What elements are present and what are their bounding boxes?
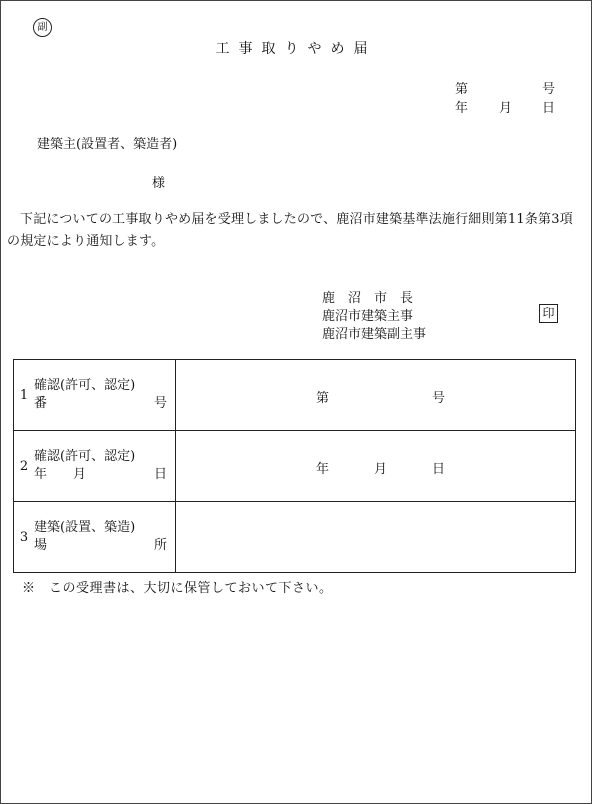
label-top: 確認(許可、認定): [34, 449, 136, 464]
date-day-label: 日: [542, 101, 556, 116]
number-prefix: 第: [455, 82, 469, 97]
addressee-label: 建築主(設置者、築造者): [37, 137, 178, 152]
label-bottom-right: 日: [153, 467, 167, 482]
date-month-label: 月: [499, 101, 513, 116]
value-month: 月: [374, 462, 388, 477]
table-row: [14, 431, 576, 502]
label-top: 確認(許可、認定): [34, 378, 136, 393]
number-suffix: 号: [542, 82, 556, 97]
label-bottom-left: 番: [34, 396, 48, 411]
issuer-mayor: 鹿 沼 市 長: [322, 291, 414, 306]
row-label: [34, 502, 176, 573]
confirmation-date-value[interactable]: [176, 431, 576, 502]
row-number: 1: [14, 360, 35, 431]
issuer-building-official: 鹿沼市建築主事: [322, 309, 414, 324]
label-top: 建築(設置、築造): [34, 520, 136, 535]
label-bottom-left: 場: [34, 538, 48, 553]
construction-site-value[interactable]: [176, 502, 576, 573]
honorific-sama: 様: [152, 176, 166, 191]
row-label: [34, 431, 176, 502]
label-bottom-left: 年 月: [34, 467, 87, 482]
confirmation-number-value[interactable]: [176, 360, 576, 431]
document-title: 工事取りやめ届: [215, 41, 377, 57]
notice-body: 下記についての工事取りやめ届を受理しましたので、鹿沼市建築基準法施行細則第11条第3項の規定により通知します。: [7, 212, 573, 249]
details-table: [13, 359, 576, 573]
value-year: 年: [316, 462, 330, 477]
label-bottom-right: 所: [153, 538, 167, 553]
seal-mark: 印: [539, 304, 558, 323]
value-day: 日: [432, 462, 446, 477]
date-year-label: 年: [455, 101, 469, 116]
label-bottom-right: 号: [153, 396, 167, 411]
duplicate-mark: 副: [33, 18, 52, 37]
row-number: 2: [14, 431, 35, 502]
storage-note: ※ この受理書は、大切に保管しておいて下さい。: [22, 581, 333, 596]
table-row: [14, 502, 576, 573]
row-label: [34, 360, 176, 431]
table-row: [14, 360, 576, 431]
row-number: 3: [14, 502, 35, 573]
value-number-prefix: 第: [316, 391, 330, 406]
value-number-suffix: 号: [432, 391, 446, 406]
issuer-deputy-official: 鹿沼市建築副主事: [322, 327, 427, 342]
